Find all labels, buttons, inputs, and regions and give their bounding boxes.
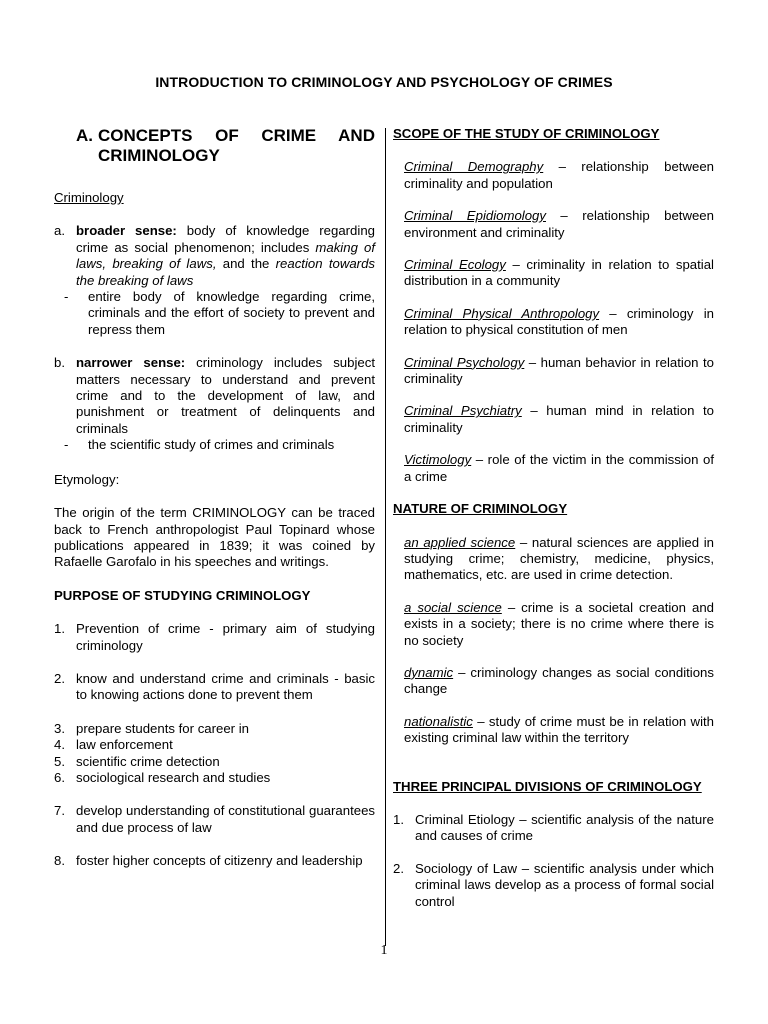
divisions-heading-text: THREE PRINCIPAL DIVISIONS OF CRIMINOLOGY xyxy=(393,778,702,794)
nature-item xyxy=(393,600,714,649)
division-item xyxy=(393,861,714,910)
criminology-label: Criminology xyxy=(54,190,124,205)
item-a-italic-1: making of laws, breaking of laws, xyxy=(76,239,375,272)
nature-item xyxy=(393,714,714,747)
column-divider xyxy=(385,128,386,946)
item-b-text-1: criminology includes subject matters necessary to understand and prevent crime and to the development of law, and punishment or treatment of delinquents and criminals xyxy=(76,355,375,436)
purpose-item xyxy=(54,803,375,836)
scope-item xyxy=(393,452,714,485)
purpose-number: 2. xyxy=(54,670,65,686)
nature-term: dynamic xyxy=(404,664,454,680)
section-a-heading xyxy=(54,126,375,166)
scope-desc: – criminality in relation to spatial distribution in a community xyxy=(404,257,714,289)
document-title: INTRODUCTION TO CRIMINOLOGY AND PSYCHOLOGY OF CRIMES xyxy=(155,74,613,90)
nature-item xyxy=(393,535,714,584)
left-column xyxy=(54,126,375,870)
purpose-heading: PURPOSE OF STUDYING CRIMINOLOGY xyxy=(54,587,311,603)
narrower-sense-term: narrower sense: xyxy=(76,355,186,371)
scope-term: Criminal Demography xyxy=(404,159,544,175)
item-a-marker: a. xyxy=(54,223,65,239)
item-b-marker: b. xyxy=(54,355,65,371)
scope-item xyxy=(393,306,714,339)
section-a-text: CONCEPTS OF CRIME AND CRIMINOLOGY xyxy=(98,126,375,165)
purpose-number: 8. xyxy=(54,853,65,869)
narrower-sense-sub-text: the scientific study of crimes and criminals xyxy=(88,437,335,453)
dash-marker: - xyxy=(64,289,69,305)
narrower-sense-sub xyxy=(54,437,375,453)
scope-term: Criminal Psychology xyxy=(404,354,525,370)
purpose-item xyxy=(54,853,375,869)
purpose-number: 4. xyxy=(54,737,65,753)
scope-heading: SCOPE OF THE STUDY OF CRIMINOLOGY xyxy=(393,126,660,141)
purpose-number: 6. xyxy=(54,769,65,785)
division-number: 1. xyxy=(393,811,404,827)
item-a-text-1: body of knowledge regarding crime as social phenomenon; includes xyxy=(76,223,375,255)
nature-desc: – natural sciences are applied in studying crime; chemistry, medicine, physics, mathematics, etc. are used in crime detection. xyxy=(404,534,714,583)
purpose-item xyxy=(54,737,375,753)
purpose-text: law enforcement xyxy=(76,737,173,753)
nature-item xyxy=(393,665,714,698)
purpose-text: know and understand crime and criminals - basic to knowing actions done to prevent them xyxy=(76,670,375,703)
scope-desc: – role of the victim in the commission of a crime xyxy=(404,452,714,484)
scope-desc: – criminology in relation to physical constitution of men xyxy=(404,305,714,338)
item-a-text xyxy=(76,223,375,289)
purpose-item xyxy=(54,671,375,704)
purpose-item xyxy=(54,754,375,770)
nature-desc: – criminology changes as social conditions change xyxy=(404,664,714,697)
broader-sense-sub-text: entire body of knowledge regarding crime, criminals and the effort of society to prevent and repress them xyxy=(88,289,375,337)
division-text: Sociology of Law – scientific analysis under which criminal laws develop as a process of formal social control xyxy=(415,860,714,909)
scope-term: Criminal Psychiatry xyxy=(404,403,522,419)
purpose-number: 3. xyxy=(54,720,65,736)
nature-term: an applied science xyxy=(404,534,516,550)
scope-term: Criminal Physical Anthropology xyxy=(404,305,600,321)
narrower-sense-item xyxy=(54,355,375,437)
scope-item xyxy=(393,403,714,436)
purpose-text: develop understanding of constitutional guarantees and due process of law xyxy=(76,803,375,835)
nature-heading: NATURE OF CRIMINOLOGY xyxy=(393,501,568,517)
item-a-text-2: and the xyxy=(216,256,276,272)
nature-desc: – crime is a societal creation and exists in a society; there is no crime where there is no society xyxy=(404,599,714,648)
item-a-italic-2: reaction towards the breaking of laws xyxy=(76,256,376,288)
scope-term: Criminal Epidiomology xyxy=(404,208,546,224)
division-number: 2. xyxy=(393,860,404,876)
scope-desc: – human mind in relation to criminality xyxy=(404,403,714,435)
broader-sense-sub xyxy=(54,289,375,338)
etymology-text: The origin of the term CRIMINOLOGY can be traced back to French anthropologist Paul Topinard whose publications appeared in 1839; it was coined by Rafaelle Garofalo in his speeches and writings. xyxy=(54,505,375,570)
etymology-label: Etymology: xyxy=(54,471,120,487)
purpose-text: Prevention of crime - primary aim of studying criminology xyxy=(76,621,375,653)
page-number: 1 xyxy=(380,943,388,958)
dash-marker: - xyxy=(64,437,69,453)
purpose-item xyxy=(54,621,375,654)
nature-desc: – study of crime must be in relation with existing criminal law within the territory xyxy=(404,713,714,746)
scope-desc: – human behavior in relation to criminality xyxy=(404,354,714,387)
scope-item xyxy=(393,355,714,388)
scope-term: Victimology xyxy=(404,452,472,468)
purpose-text: prepare students for career in xyxy=(76,720,249,736)
scope-item xyxy=(393,257,714,290)
item-b-text xyxy=(76,355,375,437)
purpose-number: 1. xyxy=(54,621,65,637)
divisions-heading xyxy=(393,779,714,795)
broader-sense-term: broader sense: xyxy=(76,223,177,239)
purpose-text: scientific crime detection xyxy=(76,753,220,769)
purpose-text: foster higher concepts of citizenry and leadership xyxy=(76,853,363,869)
purpose-number: 5. xyxy=(54,753,65,769)
scope-term: Criminal Ecology xyxy=(404,257,506,273)
nature-term: nationalistic xyxy=(404,713,473,729)
scope-item xyxy=(393,208,714,241)
scope-desc: – relationship between environment and criminality xyxy=(404,208,714,240)
purpose-number: 7. xyxy=(54,803,65,819)
division-text: Criminal Etiology – scientific analysis of the nature and causes of crime xyxy=(415,811,714,844)
scope-item xyxy=(393,159,714,192)
purpose-item xyxy=(54,721,375,737)
section-a-label: A. xyxy=(76,126,93,145)
purpose-item xyxy=(54,770,375,786)
nature-term: a social science xyxy=(404,599,502,615)
division-item xyxy=(393,812,714,845)
purpose-text: sociological research and studies xyxy=(76,769,271,785)
right-column xyxy=(393,126,714,910)
broader-sense-item xyxy=(54,223,375,289)
scope-desc: – relationship between criminality and population xyxy=(404,159,714,191)
